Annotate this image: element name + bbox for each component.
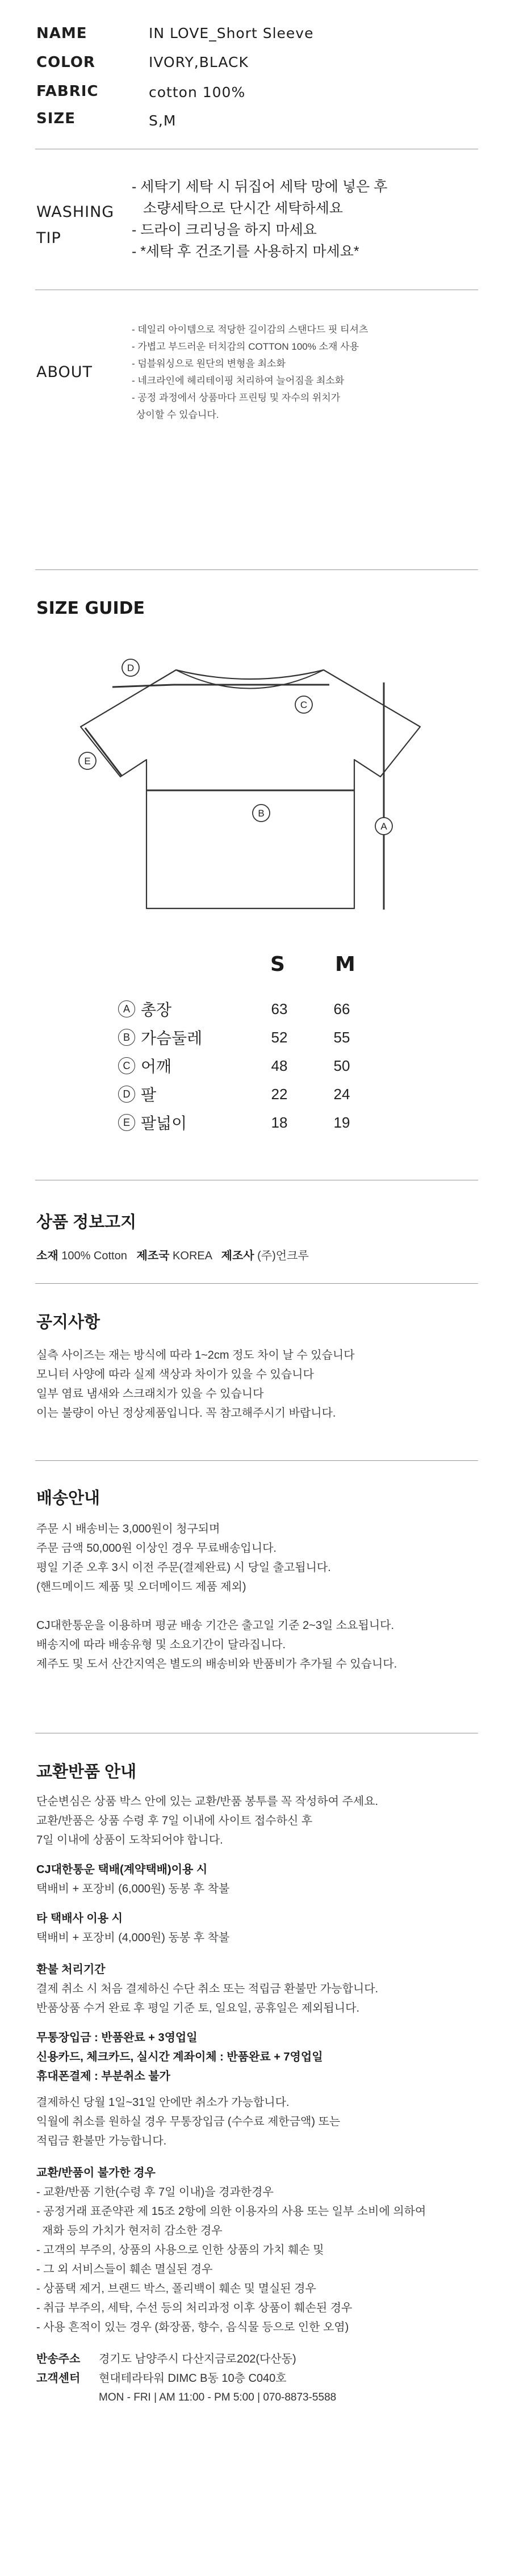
table-row: [118, 995, 391, 1023]
size-guide-title: SIZE GUIDE: [36, 598, 145, 618]
tshirt-diagram: [45, 653, 454, 925]
list-item: - 덤블워싱으로 원단의 변형을 최소화: [132, 358, 286, 369]
color-label: COLOR: [36, 54, 95, 71]
center-hours: MON - FRI | AM 11:00 - PM 5:00 | 070-8873-5588: [99, 2391, 337, 2403]
marker-d-label: D: [127, 663, 135, 673]
washing-label: WASHING: [36, 203, 115, 221]
about-list: [132, 321, 484, 424]
exchange-title: 교환반품 안내: [36, 1763, 137, 1781]
list-item: 결제하신 당월 1일~31일 안에만 취소가 가능합니다.: [36, 2096, 290, 2109]
washing-list: [132, 176, 484, 262]
phone-line: 휴대폰결제 : 부분취소 불가: [36, 2070, 170, 2083]
list-item: CJ대한통운을 이용하며 평균 배송 기간은 출고일 기준 2~3일 소요됩니다.: [36, 1619, 395, 1632]
return-address: [36, 2349, 485, 2369]
divider: [35, 569, 478, 570]
value-m: 19: [333, 1113, 350, 1131]
row-mark: C: [118, 1057, 135, 1074]
list-item: 재화 등의 가치가 현저히 감소한 경우: [42, 2225, 223, 2237]
row-mark: E: [118, 1114, 135, 1131]
row-mark: A: [118, 1000, 135, 1017]
row-mark: B: [118, 1029, 135, 1046]
row-label: 팔넓이: [141, 1115, 187, 1132]
marker-b-icon: [253, 805, 270, 822]
tip-label: TIP: [36, 229, 61, 247]
list-item: - 데일리 아이템으로 적당한 길이감의 스탠다드 핏 티셔츠: [132, 324, 368, 335]
marker-b-label: B: [258, 808, 265, 819]
fabric-label: FABRIC: [36, 83, 99, 100]
list-item: - 교환/반품 기한(수령 후 7일 이내)을 경과한경우: [36, 2186, 274, 2198]
list-item: 모니터 사양에 따라 실제 색상과 차이가 있을 수 있습니다: [36, 1368, 314, 1381]
tshirt-outline-icon: [81, 670, 420, 908]
row-label: 팔: [141, 1086, 157, 1104]
list-item: 주문 시 배송비는 3,000원이 청구되며: [36, 1523, 220, 1535]
row-mark: D: [118, 1086, 135, 1103]
list-item: 배송지에 따라 배송유형 및 소요기간이 달라집니다.: [36, 1639, 286, 1651]
value-s: 18: [271, 1113, 288, 1131]
value-s: 22: [271, 1085, 288, 1103]
color-value: IVORY,BLACK: [149, 54, 249, 70]
notice-body: [36, 1346, 485, 1423]
table-row: [118, 1108, 391, 1137]
list-item: 실측 사이즈는 재는 방식에 따라 1~2cm 정도 차이 날 수 있습니다: [36, 1349, 355, 1362]
list-item: - 네크라인에 헤리테이핑 처리하여 늘어짐을 최소화: [132, 375, 345, 386]
sleeve-measure-line: [112, 685, 174, 687]
list-item: 주문 금액 50,000원 이상인 경우 무료배송입니다.: [36, 1542, 277, 1555]
material-label: 소재: [36, 1250, 58, 1262]
marker-e-label: E: [84, 756, 91, 766]
other-title: 타 택배사 이용 시: [36, 1912, 123, 1925]
list-item: - 공정 과정에서 상품마다 프린팅 및 자수의 위치가: [132, 392, 341, 403]
marker-c-icon: [295, 696, 312, 713]
country-label: 제조국: [136, 1250, 170, 1262]
fabric-value: cotton 100%: [149, 84, 246, 100]
list-item: - 드라이 크리닝을 하지 마세요: [132, 222, 317, 238]
list-item: 제주도 및 도서 산간지역은 별도의 배송비와 반품비가 추가될 수 있습니다.: [36, 1658, 397, 1670]
list-item: - 그 외 서비스들이 훼손 멸실된 경우: [36, 2263, 213, 2276]
maker-label: 제조사: [221, 1250, 254, 1262]
value-s: 48: [271, 1057, 288, 1074]
marker-d-icon: [122, 659, 139, 676]
list-item: 7일 이내에 상품이 도착되어야 합니다.: [36, 1834, 223, 1846]
table-row: [118, 1052, 391, 1080]
exchange-body: [36, 1792, 485, 2407]
center-label: 고객센터: [36, 2372, 81, 2385]
refund-title: 환불 처리기간: [36, 1963, 106, 1976]
list-item: 반품상품 수거 완료 후 평일 기준 토, 일요일, 공휴일은 제외됩니다.: [36, 2002, 359, 2014]
list-item: 결제 취소 시 처음 결제하신 수단 취소 또는 적립금 환불만 가능합니다.: [36, 1983, 379, 1995]
value-s: 63: [271, 1000, 288, 1017]
list-item: - 고객의 부주의, 상품의 사용으로 인한 상품의 가치 훼손 및: [36, 2244, 324, 2256]
col-header-m: M: [335, 953, 355, 976]
list-item: 평일 기준 오후 3시 이전 주문(결제완료) 시 당일 출고됩니다.: [36, 1561, 331, 1574]
value-m: 50: [333, 1057, 350, 1074]
material-value: 100% Cotton: [61, 1250, 127, 1262]
list-item: 단순변심은 상품 박스 안에 있는 교환/반품 봉투를 꼭 작성하여 주세요.: [36, 1795, 379, 1808]
list-item: - *세탁 후 건조기를 사용하지 마세요*: [132, 244, 359, 259]
info-line: [36, 1246, 309, 1263]
list-item: - 사용 흔적이 있는 경우 (화장품, 향수, 음식물 등으로 인한 오염): [36, 2321, 349, 2334]
list-item: 이는 불량이 아닌 정상제품입니다. 꼭 참고해주시기 바랍니다.: [36, 1407, 336, 1419]
list-item: 일부 염료 냄새와 스크래치가 있을 수 있습니다: [36, 1388, 264, 1400]
shipping-title: 배송안내: [36, 1489, 100, 1507]
name-label: NAME: [36, 25, 87, 42]
cj-title: CJ대한통운 택배(계약택배)이용 시: [36, 1863, 208, 1876]
size-label: SIZE: [36, 110, 76, 127]
name-value: IN LOVE_Short Sleeve: [149, 25, 314, 41]
center-value: 현대테라타워 DIMC B동 10층 C040호: [99, 2372, 287, 2385]
list-item: - 세탁기 세탁 시 뒤집어 세탁 망에 넣은 후: [132, 179, 388, 195]
list-item: - 상품택 제거, 브랜드 박스, 폴리백이 훼손 및 멸실된 경우: [36, 2282, 316, 2295]
about-label: ABOUT: [36, 363, 93, 381]
info-title: 상품 정보고지: [36, 1213, 137, 1232]
list-item: (핸드메이드 제품 및 오더메이드 제품 제외): [36, 1581, 246, 1593]
row-label: 총장: [141, 1001, 172, 1019]
customer-center: [36, 2369, 485, 2388]
other-line: 택배비 + 포장비 (4,000원) 동봉 후 착불: [36, 1932, 230, 1944]
list-item: 교환/반품은 상품 수령 후 7일 이내에 사이트 접수하신 후: [36, 1815, 313, 1827]
table-row: [118, 1023, 391, 1052]
list-item: 익월에 취소를 원하실 경우 무통장입금 (수수료 제한금액) 또는: [36, 2116, 341, 2128]
notice-title: 공지사항: [36, 1313, 100, 1331]
card-line: 신용카드, 체크카드, 실시간 계좌이체 : 반품완료 + 7영업일: [36, 2051, 323, 2063]
bank-line: 무통장입금 : 반품완료 + 3영업일: [36, 2032, 198, 2044]
list-item: - 공정거래 표준약관 제 15조 2항에 의한 이용자의 사용 또는 일부 소비에 의하여: [36, 2205, 426, 2218]
value-m: 55: [333, 1028, 350, 1046]
table-row: [118, 1080, 391, 1108]
marker-a-label: A: [380, 821, 387, 832]
maker-value: (주)언크루: [257, 1250, 309, 1262]
marker-c-label: C: [300, 700, 308, 710]
no-return-title: 교환/반품이 불가한 경우: [36, 2167, 156, 2179]
list-item: 소량세탁으로 단시간 세탁하세요: [143, 200, 343, 216]
marker-e-icon: [79, 752, 96, 769]
row-label: 가슴둘레: [141, 1029, 203, 1047]
value-s: 52: [271, 1028, 288, 1046]
row-label: 어깨: [141, 1058, 172, 1075]
return-addr-value: 경기도 남양주시 다산지금로202(다산동): [99, 2353, 296, 2365]
col-header-s: S: [270, 953, 285, 976]
size-value: S,M: [149, 112, 177, 129]
marker-a-icon: [375, 818, 392, 835]
list-item: - 취급 부주의, 세탁, 수선 등의 처리과정 이후 상품이 훼손된 경우: [36, 2302, 353, 2314]
return-addr-label: 반송주소: [36, 2353, 81, 2365]
value-m: 24: [333, 1085, 350, 1103]
list-item: 적립금 환불만 가능합니다.: [36, 2135, 167, 2147]
cj-line: 택배비 + 포장비 (6,000원) 동봉 후 착불: [36, 1883, 230, 1895]
list-item: - 가볍고 부드러운 터치감의 COTTON 100% 소재 사용: [132, 341, 359, 352]
divider: [35, 1283, 478, 1284]
shipping-body: [36, 1519, 485, 1674]
divider: [35, 1460, 478, 1461]
list-item: 상이할 수 있습니다.: [136, 409, 219, 420]
size-table: [118, 995, 391, 1137]
value-m: 66: [333, 1000, 350, 1017]
country-value: KOREA: [173, 1250, 212, 1262]
